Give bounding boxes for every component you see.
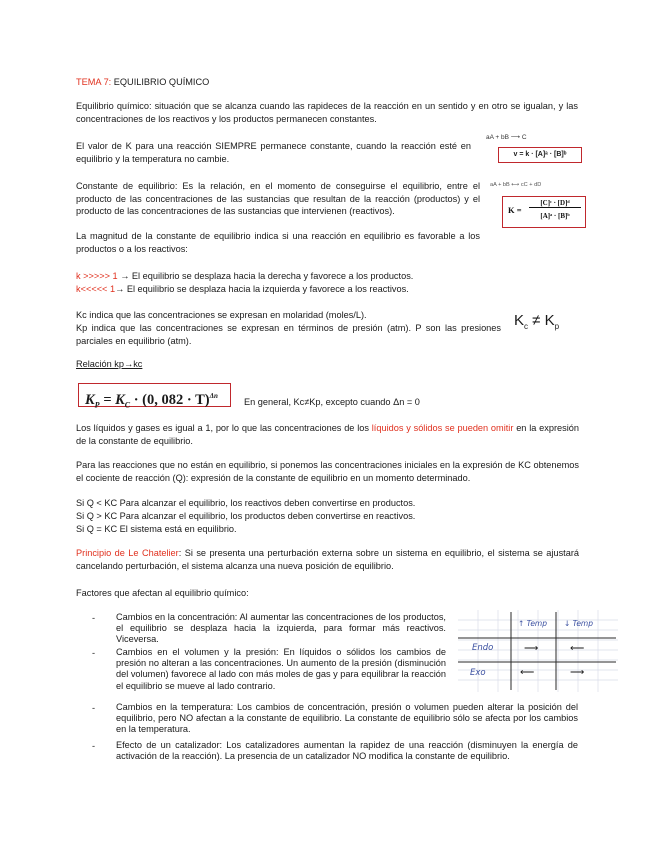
row-label-exo: Exo bbox=[470, 668, 486, 678]
factores-heading: Factores que afectan al equilibrio químico: bbox=[76, 588, 249, 598]
k-reaction: aA + bB ⟷ cC + dD bbox=[490, 182, 542, 188]
k-expression-box bbox=[502, 196, 586, 228]
kc-neq-kp bbox=[514, 312, 559, 331]
kp-lhs-sub: P bbox=[94, 400, 100, 410]
q-paragraph: Para las reacciones que no están en equilibrio, si ponemos las concentraciones iniciales en la expresión de KC obtenemos el cociente de reacción (Q): expresión de la constante de equilibrio en un momento determinado. bbox=[76, 460, 579, 483]
factor-concentration: Cambios en la concentración: Al aumentar las concentraciones de los productos, el equilibrio se desplaza hacia la izquierda, para formar más reactivos. Viceversa. bbox=[116, 612, 446, 645]
factor-volume-pressure: Cambios en el volumen y la presión: En líquidos o sólidos los cambios de presión no alteran a las concentraciones. Un aumento de la presión (disminución del volumen) favorece al lado con más moles de gas y para equilibrar la reacción el equilibrio se mueve al lado contrario. bbox=[116, 647, 446, 691]
constante-paragraph: Constante de equilibrio: Es la relación, en el momento de conseguirse el equilibrio, entre el producto de las concentraciones de las sustancias que resultan de la reacción (productos) y el producto de las concentraciones de las sustancias que intervienen (reactivos). bbox=[76, 181, 480, 217]
k-constant-paragraph: El valor de K para una reacción SIEMPRE permanece constante, cuando la reacción esté en equilibrio y la temperatura no cambie. bbox=[76, 141, 471, 164]
page-title bbox=[76, 76, 209, 89]
title-text: EQUILIBRIO QUÍMICO bbox=[111, 77, 210, 87]
intro-paragraph: Equilibrio químico: situación que se alcanza cuando las rapideces de la reacción en un sentido y en otro se igualan, y las concentraciones de los reactivos y los productos permanecen constantes. bbox=[76, 101, 578, 124]
k-high-text: → El equilibrio se desplaza hacia la derecha y favorece a los productos. bbox=[117, 271, 414, 281]
k-denominator: [A]ᵃ · [B]ᵇ bbox=[540, 212, 570, 220]
rate-law-figure bbox=[486, 133, 582, 158]
kp-note: En general, Kc≠Kp, excepto cuando Δn = 0 bbox=[244, 397, 420, 407]
k-numerator: [C]ᶜ · [D]ᵈ bbox=[529, 199, 581, 208]
exo-temp-down-arrow: ⟶ bbox=[570, 667, 585, 678]
kp-exp: Δn bbox=[209, 392, 218, 400]
k-low-text: → El equilibrio se desplaza hacia la izquierda y favorece a los reactivos. bbox=[115, 284, 409, 294]
neq-sign: ≠ bbox=[528, 312, 545, 329]
chatelier-label: Principio de Le Chatelier bbox=[76, 548, 179, 558]
kp-kc-formula-box bbox=[78, 383, 231, 410]
bullet: - bbox=[92, 741, 96, 751]
kc-symbol: K bbox=[514, 312, 525, 329]
k-low-line bbox=[76, 283, 409, 296]
factor-catalyst: Efecto de un catalizador: Los catalizadores aumentan la rapidez de una reacción (disminuyen la energía de activación de la reacción). La presencia de un catalizador NO modifica la constante de equilibrio. bbox=[116, 740, 578, 762]
kp-rhs-sub: C bbox=[124, 400, 131, 410]
kp-rhs: K bbox=[115, 391, 125, 408]
bullet: - bbox=[92, 703, 96, 713]
relacion-heading: Relación kp→kc bbox=[76, 359, 143, 369]
temperature-effect-table bbox=[458, 610, 618, 692]
exo-temp-up-arrow: ⟵ bbox=[520, 667, 535, 678]
k-expression-figure bbox=[490, 182, 590, 220]
kp-sub: p bbox=[554, 322, 560, 331]
kc-sub: c bbox=[524, 322, 529, 331]
bullet: - bbox=[92, 613, 96, 623]
kp-eq: = bbox=[99, 391, 116, 408]
kp-line: Kp indica que las concentraciones se expresan en términos de presión (atm). P son las presiones parciales en equilibrio (atm). bbox=[76, 323, 501, 346]
k-high-label: k >>>>> 1 bbox=[76, 271, 118, 281]
factor-temperature: Cambios en la temperatura: Los cambios de concentración, presión o volumen pueden alterar la posición del equilibrio, pero NO afectan a la constante de equilibrio. La constante de equilibrio sólo se afecta por los cambios en la temperatura. bbox=[116, 702, 578, 735]
q-line-2: Si Q > KC Para alcanzar el equilibrio, los productos deben convertirse en reactivos. bbox=[76, 511, 416, 521]
endo-temp-down-arrow: ⟵ bbox=[570, 643, 585, 654]
chatelier-paragraph bbox=[76, 547, 579, 572]
liquids-after: en la expresión de la constante de equilibrio. bbox=[76, 423, 579, 446]
liquids-paragraph bbox=[76, 422, 579, 447]
q-line-3: Si Q = KC El sistema está en equilibrio. bbox=[76, 524, 237, 534]
chatelier-text: : Si se presenta una perturbación externa sobre un sistema en equilibrio, el sistema se ajustará cancelando perturbación, el sistema alcanza una nueva posición de equilibrio. bbox=[76, 548, 579, 571]
kp-lhs: K bbox=[85, 391, 95, 408]
rate-reaction: aA + bB ⟶ C bbox=[486, 134, 527, 141]
title-label: TEMA 7: bbox=[76, 77, 112, 87]
q-line-1: Si Q < KC Para alcanzar el equilibrio, los reactivos deben convertirse en productos. bbox=[76, 498, 416, 508]
kp-body: · (0, 082 · T) bbox=[130, 391, 210, 408]
kc-line: Kc indica que las concentraciones se expresan en molaridad (moles/L). bbox=[76, 310, 367, 320]
liquids-before: Los líquidos y gases es igual a 1, por lo que las concentraciones de los bbox=[76, 423, 372, 433]
kp-symbol: K bbox=[544, 312, 555, 329]
row-label-endo: Endo bbox=[472, 643, 494, 653]
k-lhs: K = bbox=[508, 205, 522, 215]
header-temp-down: ↓ Temp bbox=[564, 619, 594, 628]
k-low-label: k<<<<< 1 bbox=[76, 284, 116, 294]
rate-law-box: v = k · [A]ᵃ · [B]ᵇ bbox=[498, 147, 582, 163]
magnitude-paragraph: La magnitud de la constante de equilibrio indica si una reacción en equilibrio es favorable a los productos o a los reactivos: bbox=[76, 231, 480, 254]
bullet: - bbox=[92, 648, 96, 658]
endo-temp-up-arrow: ⟶ bbox=[524, 643, 539, 654]
k-high-line bbox=[76, 270, 413, 283]
header-temp-up: ↑ Temp bbox=[518, 619, 548, 628]
liquids-highlight: líquidos y sólidos se pueden omitir bbox=[371, 423, 514, 433]
